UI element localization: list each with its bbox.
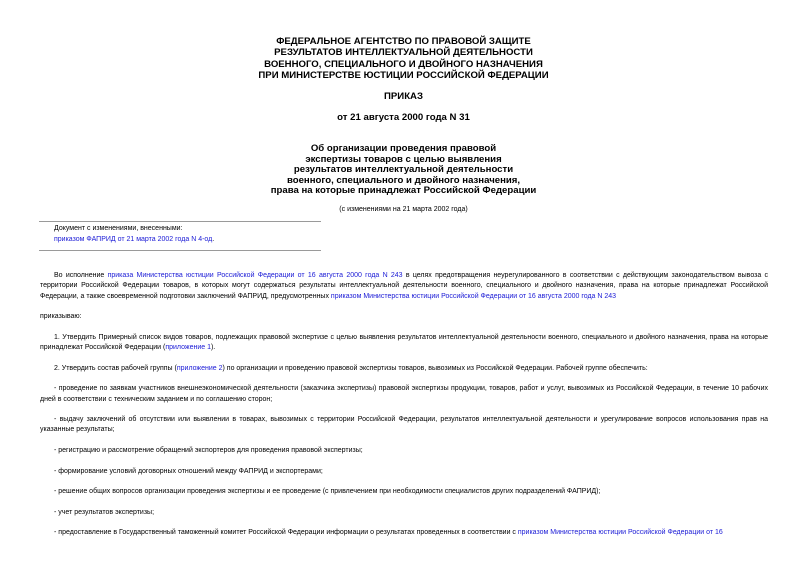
- ministry-order-link-2[interactable]: приказом Министерства юстиции Российской Федерации от 16 августа 2000 года N 243: [330, 292, 617, 300]
- duty-3: - регистрацию и рассмотрение обращений экспортеров для проведения правовой экспертизы;: [54, 447, 363, 455]
- subject-line-3: результатов интеллектуальной деятельности: [293, 164, 514, 176]
- duty-6: - учет результатов экспертизы;: [54, 508, 155, 516]
- changes-divider-bottom: [39, 250, 321, 251]
- changes-divider-top: [39, 221, 321, 222]
- preamble-text-start: Во исполнение: [54, 272, 108, 279]
- duty-1: - проведение по заявкам участников внешнеэкономической деятельности (заказчика экспертизы) правовой экспертизы продукции, товаров, работ и услуг, вывозимых из Российской Федерации, в течение 10 рабочих дней в соответствии с техническим заданием и по соглашению сторон;: [40, 385, 768, 403]
- duty-2: - выдачу заключений об отсутствии или выявлении в товарах, вывозимых с территории Российской Федерации, результатов интеллектуальной деятельности и урегулирование вопросов использования прав на указанные результаты;: [40, 416, 768, 434]
- item-1-paragraph: [40, 333, 768, 354]
- subject-line-4: военного, специального и двойного назначения,: [286, 174, 521, 186]
- duty-4: - формирование условий договорных отношений между ФАПРИД и экспортерами;: [54, 467, 323, 475]
- agency-name: [0, 36, 807, 81]
- preamble-text-middle: в целях предотвращения неурегулированного в соответствии с действующим законодательством вывоза с территории Российской Федерации товаров, в которых могут содержаться результаты интеллектуальной деятельности военного, специального и двойного назначения, права на которые принадлежат Российской Федерации, а также своевременной подготовки заключений ФАПРИД, предусмотренных: [40, 272, 769, 300]
- changes-line: [54, 235, 214, 246]
- order-subject: [0, 144, 807, 197]
- appendix-1-link[interactable]: приложение 1: [165, 344, 211, 352]
- order-date: от 21 августа 2000 года N 31: [337, 112, 470, 123]
- agency-line-4: ПРИ МИНИСТЕРСТВЕ ЮСТИЦИИ РОССИЙСКОЙ ФЕДЕРАЦИИ: [258, 69, 549, 81]
- item-1-text: 1. Утвердить Примерный список видов товаров, подлежащих правовой экспертизе с целью выявления результатов интеллектуальной деятельности военного, специального и двойного назначения, права на которые принадлежат Российской Федерации (: [40, 333, 768, 352]
- duty-7-text: - предоставление в Государственный таможенный комитет Российской Федерации информации о результатах проведенных в соответствии с: [54, 529, 518, 537]
- item-2-paragraph: [40, 364, 768, 374]
- subject-line-5: права на которые принадлежат Российской Федерации: [270, 185, 537, 197]
- ministry-order-link-1[interactable]: приказа Министерства юстиции Российской Федерации от 16 августа 2000 года N 243: [107, 272, 403, 279]
- document-changes-box: [54, 224, 214, 245]
- order-title: ПРИКАЗ: [384, 91, 423, 102]
- appendix-2-link[interactable]: приложение 2: [176, 364, 223, 372]
- agency-line-1: ФЕДЕРАЛЬНОЕ АГЕНТСТВО ПО ПРАВОВОЙ ЗАЩИТЕ: [276, 36, 531, 47]
- subject-line-2: экспертизы товаров с целью выявления: [305, 153, 502, 165]
- item-1-end: ).: [210, 344, 216, 352]
- changes-label: Документ с изменениями, внесенными:: [54, 225, 183, 232]
- order-body: [40, 271, 768, 549]
- duty-7: [40, 528, 768, 538]
- preamble-paragraph: [40, 271, 768, 302]
- subject-line-1: Об организации проведения правовой: [310, 143, 497, 154]
- duty-5: - решение общих вопросов организации проведения экспертизы и ее проведение (с привлечением при необходимости специалистов других подразделений ФАПРИД);: [54, 488, 601, 496]
- amending-order-link[interactable]: приказом ФАПРИД от 21 марта 2002 года N 4-од: [54, 235, 213, 243]
- changes-period: .: [212, 235, 215, 243]
- order-word: приказываю:: [40, 313, 82, 321]
- agency-line-3: ВОЕННОГО, СПЕЦИАЛЬНОГО И ДВОЙНОГО НАЗНАЧЕНИЯ: [264, 58, 543, 70]
- item-2-end: ) по организации и проведению правовой экспертизы товаров, вывозимых из Российской Федерации. Рабочей группе обеспечить:: [222, 364, 648, 372]
- ministry-order-link-3[interactable]: приказом Министерства юстиции Российской Федерации от 16: [517, 529, 723, 537]
- agency-line-2: РЕЗУЛЬТАТОВ ИНТЕЛЛЕКТУАЛЬНОЙ ДЕЯТЕЛЬНОСТИ: [274, 47, 533, 59]
- item-2-text: 2. Утвердить состав рабочей группы (: [54, 364, 177, 372]
- amendment-note: (с изменениями на 21 марта 2002 года): [339, 206, 468, 213]
